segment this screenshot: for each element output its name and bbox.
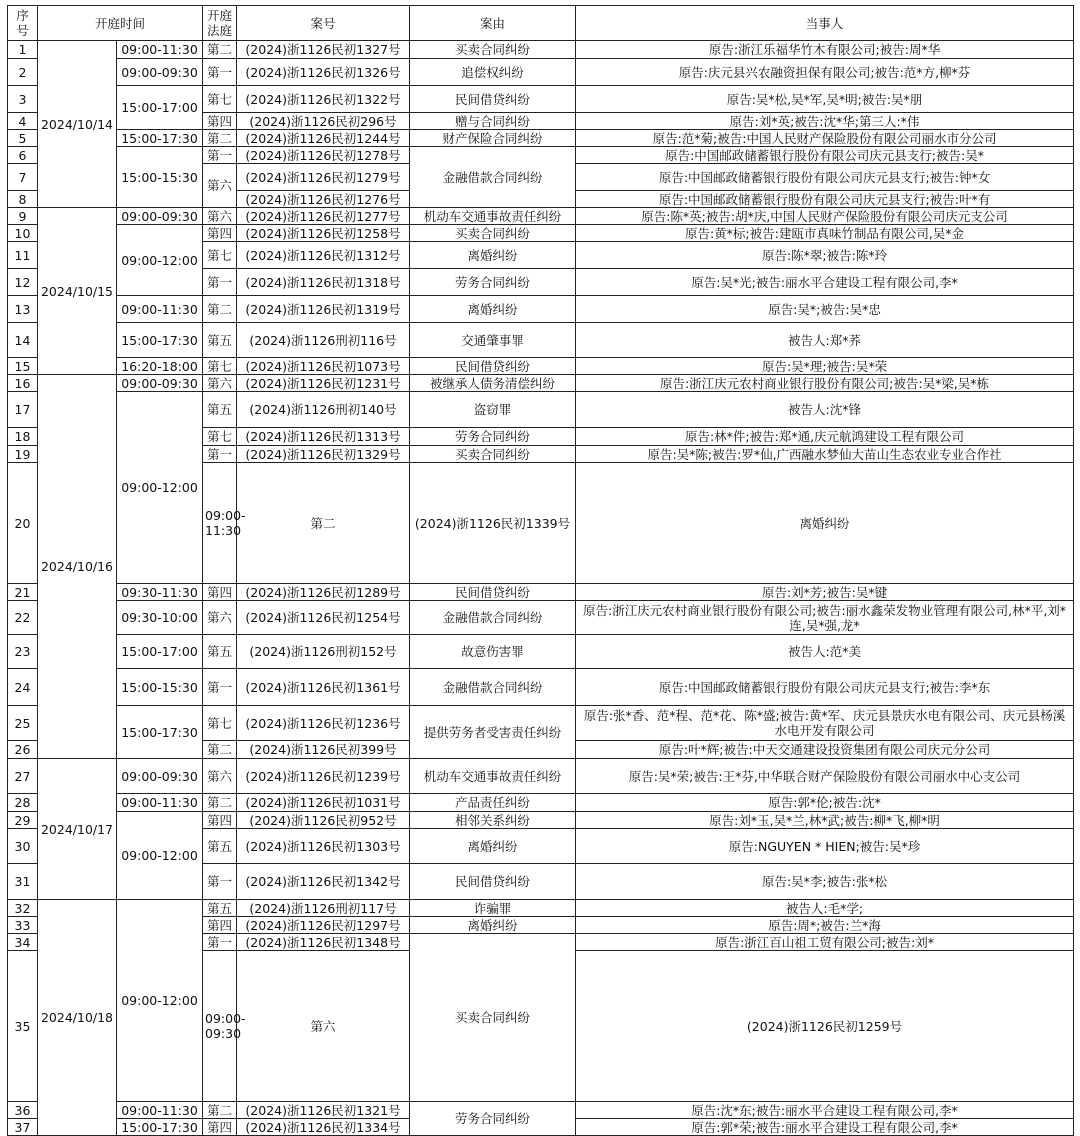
case-cause-cell: 离婚纠纷 — [410, 242, 576, 269]
case-number-cell: (2024)浙1126民初1303号 — [237, 829, 410, 864]
case-cause-cell: 金融借款合同纠纷 — [410, 147, 576, 208]
seq-cell: 33 — [8, 917, 38, 934]
case-cause-cell: 盗窃罪 — [410, 392, 576, 428]
case-number-cell: (2024)浙1126民初1327号 — [237, 41, 410, 59]
case-number-cell: (2024)浙1126刑初152号 — [237, 635, 410, 669]
case-number-cell: (2024)浙1126民初1329号 — [237, 446, 410, 463]
parties-cell: 原告:浙江庆元农村商业银行股份有限公司;被告:吴*梁,吴*栋 — [576, 375, 1074, 392]
parties-cell: 原告:吴*;被告:吴*忠 — [576, 296, 1074, 323]
case-cause-cell: 劳务合同纠纷 — [410, 1102, 576, 1136]
hearing-time-cell: 09:00-12:00 — [117, 392, 203, 584]
courtroom-cell: 第七 — [203, 428, 237, 446]
hearing-time-cell: 09:00-09:30 — [117, 59, 203, 86]
hearing-time-cell: 09:00-11:30 — [117, 1102, 203, 1119]
hearing-date-cell: 2024/10/18 — [38, 900, 117, 1136]
parties-cell: 被告人:郑*荞 — [576, 323, 1074, 358]
courtroom-cell: 第六 — [203, 208, 237, 225]
case-cause-cell: 离婚纠纷 — [410, 829, 576, 864]
case-number-cell: (2024)浙1126民初1312号 — [237, 242, 410, 269]
table-row — [8, 147, 1074, 164]
case-number-cell: (2024)浙1126民初1276号 — [237, 191, 410, 208]
parties-cell: 原告:张*香、范*程、范*花、陈*盛;被告:黄*军、庆元县景庆水电有限公司、庆元县杨溪水电开发有限公司 — [576, 706, 1074, 741]
seq-cell: 5 — [8, 130, 38, 147]
case-number-cell: (2024)浙1126刑初140号 — [237, 392, 410, 428]
case-cause-cell: 交通肇事罪 — [410, 323, 576, 358]
case-cause-cell: 民间借贷纠纷 — [410, 864, 576, 900]
courtroom-cell: 第二 — [203, 794, 237, 812]
courtroom-cell: 第七 — [203, 242, 237, 269]
courtroom-cell: 第四 — [203, 812, 237, 829]
courtroom-cell: 第一 — [203, 669, 237, 706]
seq-cell: 19 — [8, 446, 38, 463]
case-number-cell: (2024)浙1126民初1313号 — [237, 428, 410, 446]
case-cause-cell: 提供劳务者受害责任纠纷 — [410, 706, 576, 759]
hearing-time-cell: 15:00-17:30 — [117, 323, 203, 358]
hearing-time-cell: 15:00-17:30 — [117, 1119, 203, 1136]
table-row — [8, 392, 1074, 428]
header-case-no: 案号 — [237, 6, 410, 41]
case-number-cell: (2024)浙1126民初1321号 — [237, 1102, 410, 1119]
hearing-time-cell: 09:00-09:30 — [117, 375, 203, 392]
case-number-cell: (2024)浙1126民初952号 — [237, 812, 410, 829]
parties-cell: 原告:中国邮政储蓄银行股份有限公司庆元县支行;被告:钟*女 — [576, 164, 1074, 191]
case-number-cell: (2024)浙1126民初399号 — [237, 741, 410, 759]
courtroom-cell: 第七 — [203, 358, 237, 375]
parties-cell: 原告:叶*辉;被告:中天交通建设投资集团有限公司庆元分公司 — [576, 741, 1074, 759]
case-number-cell: (2024)浙1126民初1254号 — [237, 601, 410, 635]
table-row — [8, 130, 1074, 147]
case-cause-cell: 相邻关系纠纷 — [410, 812, 576, 829]
parties-cell: 原告:陈*英;被告:胡*庆,中国人民财产保险股份有限公司庆元支公司 — [576, 208, 1074, 225]
table-row — [8, 323, 1074, 358]
courtroom-cell: 第二 — [203, 41, 237, 59]
hearing-time-cell: 15:00-17:00 — [117, 635, 203, 669]
courtroom-cell: 第一 — [203, 446, 237, 463]
parties-cell: 原告:林*件;被告:郑*通,庆元航鸿建设工程有限公司 — [576, 428, 1074, 446]
parties-cell: 原告:沈*东;被告:丽水平合建设工程有限公司,李* — [576, 1102, 1074, 1119]
hearing-time-cell: 16:20-18:00 — [117, 358, 203, 375]
case-number-cell: (2024)浙1126刑初116号 — [237, 323, 410, 358]
courtroom-cell: 第五 — [203, 392, 237, 428]
case-number-cell: (2024)浙1126民初1339号 — [410, 463, 576, 584]
seq-cell: 3 — [8, 86, 38, 113]
case-number-cell: (2024)浙1126民初296号 — [237, 113, 410, 130]
seq-cell: 24 — [8, 669, 38, 706]
courtroom-cell: 第一 — [203, 59, 237, 86]
courtroom-cell: 第一 — [203, 147, 237, 164]
case-number-cell: (2024)浙1126民初1277号 — [237, 208, 410, 225]
case-number-cell: (2024)浙1126民初1361号 — [237, 669, 410, 706]
parties-cell: 原告:庆元县兴农融资担保有限公司;被告:范*方,柳*芬 — [576, 59, 1074, 86]
hearing-time-cell: 15:00-17:30 — [117, 130, 203, 147]
parties-cell: 原告:浙江百山祖工贸有限公司;被告:刘* — [576, 934, 1074, 951]
seq-cell: 8 — [8, 191, 38, 208]
parties-cell: 原告:范*菊;被告:中国人民财产保险股份有限公司丽水市分公司 — [576, 130, 1074, 147]
seq-cell: 18 — [8, 428, 38, 446]
seq-cell: 29 — [8, 812, 38, 829]
courtroom-cell: 第五 — [203, 900, 237, 917]
table-row — [8, 1102, 1074, 1119]
case-cause-cell: 金融借款合同纠纷 — [410, 601, 576, 635]
seq-cell: 28 — [8, 794, 38, 812]
case-cause-cell: 离婚纠纷 — [576, 463, 1074, 584]
table-row — [8, 86, 1074, 113]
hearing-time-cell: 09:00-12:00 — [117, 225, 203, 296]
courtroom-cell: 第四 — [203, 113, 237, 130]
seq-cell: 1 — [8, 41, 38, 59]
courtroom-cell: 第六 — [237, 951, 410, 1102]
courtroom-cell: 第二 — [203, 130, 237, 147]
case-cause-cell: 离婚纠纷 — [410, 917, 576, 934]
hearing-time-cell: 15:00-15:30 — [117, 147, 203, 208]
courtroom-cell: 第六 — [203, 759, 237, 794]
courtroom-cell: 第二 — [203, 1102, 237, 1119]
courtroom-cell: 第一 — [203, 269, 237, 296]
seq-cell: 25 — [8, 706, 38, 741]
courtroom-cell: 第一 — [203, 864, 237, 900]
case-number-cell: (2024)浙1126民初1278号 — [237, 147, 410, 164]
courtroom-cell: 第四 — [203, 1119, 237, 1136]
case-number-cell: (2024)浙1126刑初117号 — [237, 900, 410, 917]
seq-cell: 16 — [8, 375, 38, 392]
case-number-cell: (2024)浙1126民初1319号 — [237, 296, 410, 323]
hearing-date-cell: 2024/10/15 — [38, 208, 117, 375]
case-cause-cell: 被继承人债务清偿纠纷 — [410, 375, 576, 392]
parties-cell: 原告:刘*英;被告:沈*华;第三人:*伟 — [576, 113, 1074, 130]
hearing-time-cell: 15:00-17:30 — [117, 706, 203, 759]
parties-cell: 原告:中国邮政储蓄银行股份有限公司庆元县支行;被告:叶*有 — [576, 191, 1074, 208]
case-number-cell: (2024)浙1126民初1258号 — [237, 225, 410, 242]
seq-cell: 14 — [8, 323, 38, 358]
table-row — [8, 375, 1074, 392]
table-row — [8, 41, 1074, 59]
seq-cell: 23 — [8, 635, 38, 669]
parties-cell: 原告:黄*标;被告:建瓯市真味竹制品有限公司,吴*金 — [576, 225, 1074, 242]
seq-cell: 32 — [8, 900, 38, 917]
table-row — [8, 794, 1074, 812]
case-number-cell: (2024)浙1126民初1318号 — [237, 269, 410, 296]
table-row — [8, 900, 1074, 917]
table-row — [8, 812, 1074, 829]
case-number-cell: (2024)浙1126民初1297号 — [237, 917, 410, 934]
hearing-time-cell: 15:00-17:00 — [117, 86, 203, 130]
case-number-cell: (2024)浙1126民初1073号 — [237, 358, 410, 375]
parties-cell: 原告:吴*理;被告:吴*荣 — [576, 358, 1074, 375]
table-row — [8, 584, 1074, 601]
hearing-date-cell: 2024/10/16 — [38, 375, 117, 759]
case-cause-cell: 诈骗罪 — [410, 900, 576, 917]
case-cause-cell: 产品责任纠纷 — [410, 794, 576, 812]
courtroom-cell: 第六 — [203, 375, 237, 392]
case-number-cell: (2024)浙1126民初1289号 — [237, 584, 410, 601]
parties-cell: 被告人:范*美 — [576, 635, 1074, 669]
hearing-time-cell: 09:00-11:30 — [117, 296, 203, 323]
hearing-time-cell: 09:00-09:30 — [203, 951, 237, 1102]
courtroom-cell: 第五 — [203, 635, 237, 669]
seq-cell: 35 — [8, 951, 38, 1102]
case-cause-cell: 追偿权纠纷 — [410, 59, 576, 86]
case-number-cell: (2024)浙1126民初1348号 — [237, 934, 410, 951]
seq-cell: 34 — [8, 934, 38, 951]
parties-cell: 原告:陈*翠;被告:陈*玲 — [576, 242, 1074, 269]
parties-cell: 原告:刘*玉,吴*兰,林*武;被告:柳*飞,柳*明 — [576, 812, 1074, 829]
seq-cell: 21 — [8, 584, 38, 601]
seq-cell: 15 — [8, 358, 38, 375]
table-row — [8, 59, 1074, 86]
header-court: 开庭 法庭 — [203, 6, 237, 41]
parties-cell: 原告:刘*芳;被告:吴*键 — [576, 584, 1074, 601]
case-cause-cell: 机动车交通事故责任纠纷 — [410, 208, 576, 225]
case-cause-cell: 劳务合同纠纷 — [410, 428, 576, 446]
parties-cell: 被告人:毛*学; — [576, 900, 1074, 917]
table-row — [8, 706, 1074, 741]
parties-cell: 原告:中国邮政储蓄银行股份有限公司庆元县支行;被告:吴* — [576, 147, 1074, 164]
courtroom-cell: 第五 — [203, 323, 237, 358]
case-number-cell: (2024)浙1126民初1334号 — [237, 1119, 410, 1136]
seq-cell: 6 — [8, 147, 38, 164]
seq-cell: 37 — [8, 1119, 38, 1136]
seq-cell: 13 — [8, 296, 38, 323]
case-number-cell: (2024)浙1126民初1236号 — [237, 706, 410, 741]
case-cause-cell: 离婚纠纷 — [410, 296, 576, 323]
hearing-time-cell: 09:00-11:30 — [117, 794, 203, 812]
case-cause-cell: 买卖合同纠纷 — [410, 446, 576, 463]
table-row — [8, 635, 1074, 669]
case-cause-cell: 民间借贷纠纷 — [410, 86, 576, 113]
courtroom-cell: 第四 — [203, 225, 237, 242]
hearing-time-cell: 09:30-11:30 — [117, 584, 203, 601]
parties-cell: 原告:吴*荣;被告:王*芬,中华联合财产保险股份有限公司丽水中心支公司 — [576, 759, 1074, 794]
hearing-schedule-table — [7, 5, 1074, 1136]
parties-cell: 原告:吴*陈;被告:罗*仙,广西融水梦仙大苗山生态农业专业合作社 — [576, 446, 1074, 463]
seq-cell: 7 — [8, 164, 38, 191]
seq-cell: 20 — [8, 463, 38, 584]
parties-cell: 原告:NGUYEN * HIEN;被告:吴*珍 — [576, 829, 1074, 864]
table-row — [8, 358, 1074, 375]
case-number-cell: (2024)浙1126民初1279号 — [237, 164, 410, 191]
seq-cell: 10 — [8, 225, 38, 242]
hearing-time-cell: 09:00-11:30 — [203, 463, 237, 584]
seq-cell: 22 — [8, 601, 38, 635]
seq-cell: 2 — [8, 59, 38, 86]
header-row — [8, 6, 1074, 41]
seq-cell: 17 — [8, 392, 38, 428]
seq-cell: 27 — [8, 759, 38, 794]
seq-cell: 36 — [8, 1102, 38, 1119]
table-row — [8, 225, 1074, 242]
seq-cell: 26 — [8, 741, 38, 759]
hearing-time-cell: 09:00-09:30 — [117, 759, 203, 794]
hearing-time-cell: 09:00-11:30 — [117, 41, 203, 59]
seq-cell: 12 — [8, 269, 38, 296]
header-time: 开庭时间 — [38, 6, 203, 41]
parties-cell: 原告:郭*荣;被告:丽水平合建设工程有限公司,李* — [576, 1119, 1074, 1136]
parties-cell: 原告:浙江乐福华竹木有限公司;被告:周*华 — [576, 41, 1074, 59]
seq-cell: 11 — [8, 242, 38, 269]
case-cause-cell: 买卖合同纠纷 — [410, 225, 576, 242]
parties-cell: 原告:郭*伦;被告:沈* — [576, 794, 1074, 812]
table-row — [8, 669, 1074, 706]
header-parties: 当事人 — [576, 6, 1074, 41]
case-cause-cell: 买卖合同纠纷 — [410, 41, 576, 59]
hearing-date-cell: 2024/10/14 — [38, 41, 117, 208]
seq-cell: 31 — [8, 864, 38, 900]
case-number-cell: (2024)浙1126民初1239号 — [237, 759, 410, 794]
case-number-cell: (2024)浙1126民初1031号 — [237, 794, 410, 812]
case-cause-cell: 财产保险合同纠纷 — [410, 130, 576, 147]
seq-cell: 4 — [8, 113, 38, 130]
hearing-time-cell: 09:00-09:30 — [117, 208, 203, 225]
parties-cell: 原告:吴*李;被告:张*松 — [576, 864, 1074, 900]
table-row — [8, 601, 1074, 635]
case-cause-cell: 民间借贷纠纷 — [410, 358, 576, 375]
table-row — [8, 296, 1074, 323]
case-cause-cell: 机动车交通事故责任纠纷 — [410, 759, 576, 794]
seq-cell: 30 — [8, 829, 38, 864]
case-cause-cell: 买卖合同纠纷 — [410, 934, 576, 1102]
seq-cell: 9 — [8, 208, 38, 225]
case-number-cell: (2024)浙1126民初1326号 — [237, 59, 410, 86]
case-cause-cell: 赠与合同纠纷 — [410, 113, 576, 130]
parties-cell: 原告:周*;被告:兰*海 — [576, 917, 1074, 934]
parties-cell: 原告:中国邮政储蓄银行股份有限公司庆元县支行;被告:李*东 — [576, 669, 1074, 706]
hearing-time-cell: 15:00-15:30 — [117, 669, 203, 706]
courtroom-cell: 第六 — [203, 601, 237, 635]
table-row — [8, 208, 1074, 225]
case-cause-cell: 民间借贷纠纷 — [410, 584, 576, 601]
courtroom-cell: 第二 — [203, 741, 237, 759]
case-number-cell: (2024)浙1126民初1244号 — [237, 130, 410, 147]
case-number-cell: (2024)浙1126民初1322号 — [237, 86, 410, 113]
hearing-date-cell: 2024/10/17 — [38, 759, 117, 900]
header-cause: 案由 — [410, 6, 576, 41]
hearing-time-cell: 09:30-10:00 — [117, 601, 203, 635]
parties-cell: 原告:吴*光;被告:丽水平合建设工程有限公司,李* — [576, 269, 1074, 296]
courtroom-cell: 第四 — [203, 917, 237, 934]
courtroom-cell: 第二 — [237, 463, 410, 584]
courtroom-cell: 第一 — [203, 934, 237, 951]
parties-cell: 被告人:沈*锋 — [576, 392, 1074, 428]
parties-cell: 原告:浙江庆元农村商业银行股份有限公司;被告:丽水鑫荣发物业管理有限公司,林*平,刘*连,吴*强,龙* — [576, 601, 1074, 635]
courtroom-cell: 第六 — [203, 164, 237, 208]
case-cause-cell: 故意伤害罪 — [410, 635, 576, 669]
courtroom-cell: 第四 — [203, 584, 237, 601]
parties-cell: 原告:吴*松,吴*军,吴*明;被告:吴*朋 — [576, 86, 1074, 113]
case-cause-cell: 劳务合同纠纷 — [410, 269, 576, 296]
courtroom-cell: 第五 — [203, 829, 237, 864]
table-row — [8, 759, 1074, 794]
courtroom-cell: 第二 — [203, 296, 237, 323]
hearing-time-cell: 09:00-12:00 — [117, 900, 203, 1102]
header-seq: 序 号 — [8, 6, 38, 41]
courtroom-cell: 第七 — [203, 706, 237, 741]
courtroom-cell: 第七 — [203, 86, 237, 113]
case-number-cell: (2024)浙1126民初1231号 — [237, 375, 410, 392]
case-cause-cell: 金融借款合同纠纷 — [410, 669, 576, 706]
case-number-cell: (2024)浙1126民初1342号 — [237, 864, 410, 900]
case-number-cell: (2024)浙1126民初1259号 — [576, 951, 1074, 1102]
hearing-time-cell: 09:00-12:00 — [117, 812, 203, 900]
